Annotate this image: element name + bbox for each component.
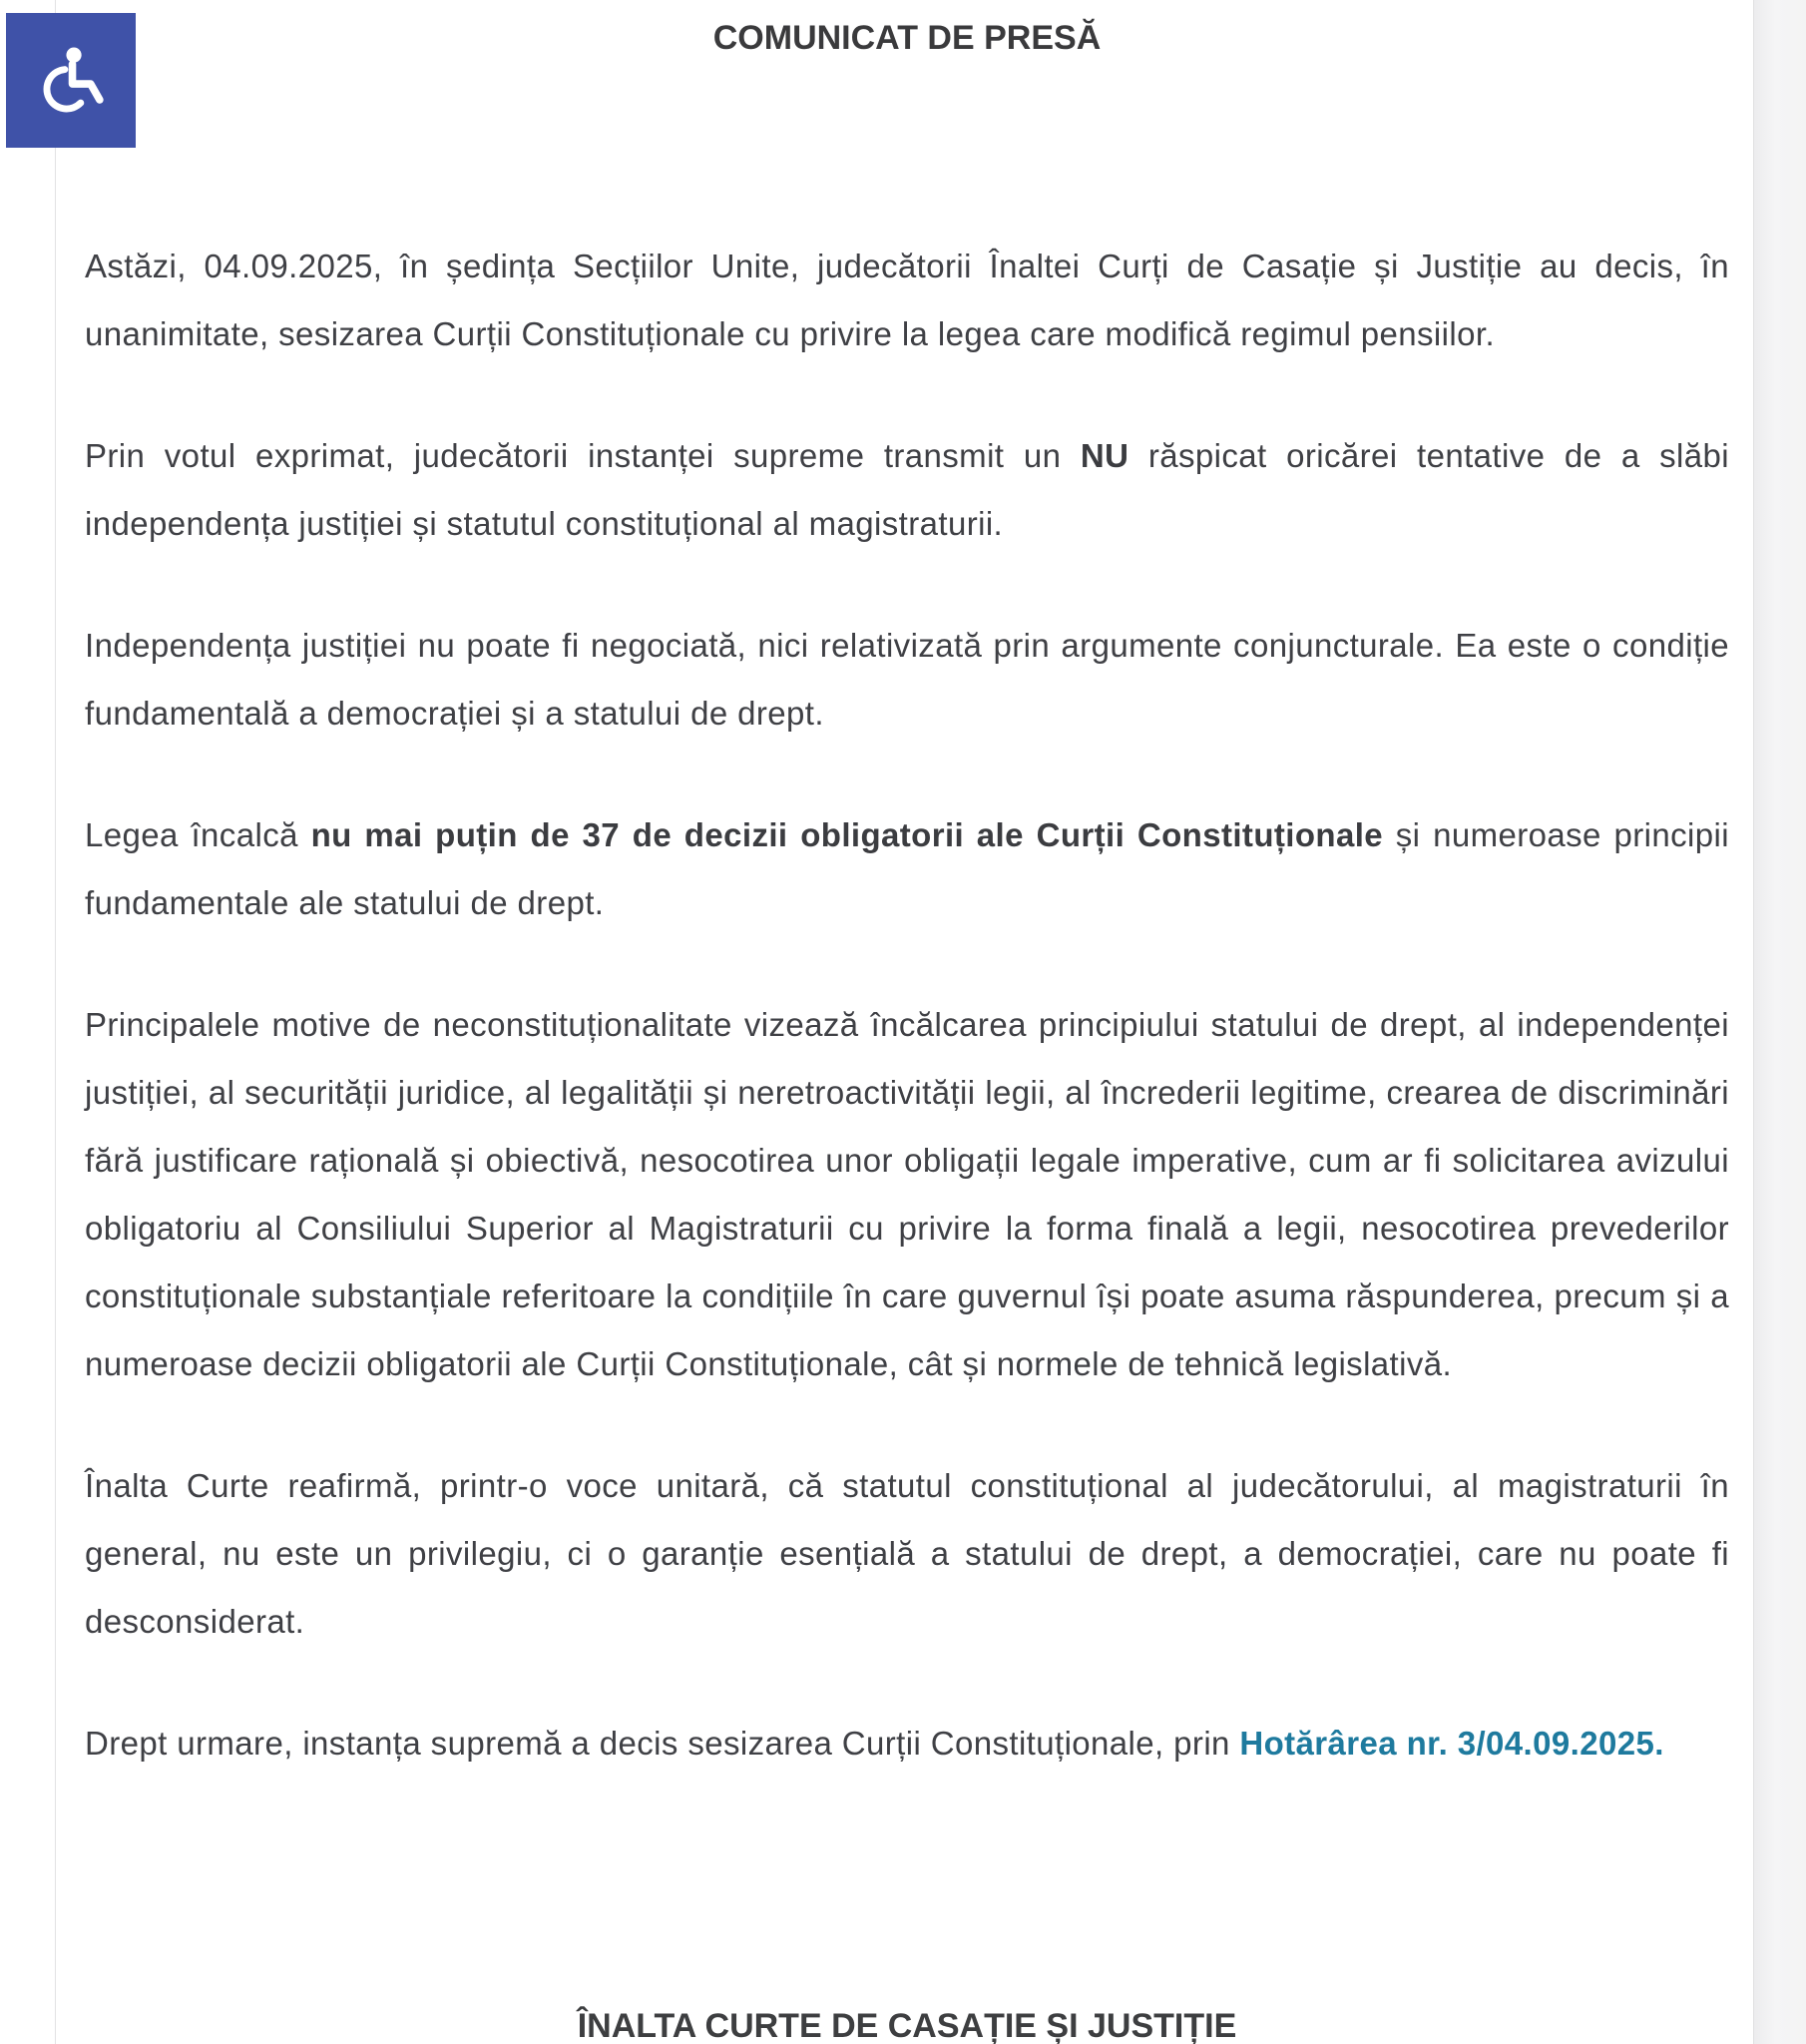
paragraph-5: [85, 991, 1729, 1398]
paragraph-1: [85, 233, 1729, 368]
page-title: COMUNICAT DE PRESĂ: [712, 19, 1102, 57]
paragraph-7: [85, 1710, 1729, 1778]
decision-number-link[interactable]: Hotărârea nr. 3/04.09.2025.: [1239, 1725, 1664, 1762]
right-edge-gutter: [1753, 0, 1806, 2044]
paragraph-2-text: Prin votul exprimat, judecătorii instanței supreme transmit un: [85, 437, 1081, 474]
press-release-body: [85, 0, 1729, 1831]
paragraph-3-text: Independența justiției nu poate fi negociată, nici relativizată prin argumente conjuncturale. Ea este o condiție fundamentală a democrației și a statului de drept.: [85, 627, 1729, 732]
paragraph-4-bold-text: nu mai puțin de 37 de decizii obligatorii ale Curții Constituționale: [310, 816, 1384, 853]
paragraph-3: [85, 612, 1729, 748]
paragraph-6-text: Înalta Curte reafirmă, printr-o voce unitară, că statutul constituțional al judecătorului, al magistraturii în general, nu este un privilegiu, ci o garanție esențială a statului de drept, a democrației, care nu poate fi desconsiderat.: [85, 1467, 1729, 1640]
paragraph-4: [85, 801, 1729, 937]
content-left-border: [55, 0, 56, 2044]
paragraph-2-text-cont: răspicat oricărei tentative de a slăbi independența justiției și statutul constituțional al magistraturii.: [85, 437, 1729, 542]
court-name-heading: ÎNALTA CURTE DE CASAȚIE ȘI JUSTIȚIE: [577, 2007, 1237, 2044]
paragraph-2: [85, 422, 1729, 558]
paragraph-1-text: Astăzi, 04.09.2025, în ședința Secțiilor Unite, judecătorii Înaltei Curți de Casație și Justiție au decis, în unanimitate, sesizarea Curții Constituționale cu privire la legea care modifică regimul pensiilor.: [85, 248, 1729, 352]
paragraph-7-text: Drept urmare, instanța supremă a decis sesizarea Curții Constituționale, prin: [85, 1725, 1240, 1762]
paragraph-4-text-cont: și numeroase principii fundamentale ale statului de drept.: [85, 816, 1729, 921]
accessibility-widget-button[interactable]: [6, 13, 136, 148]
wheelchair-accessibility-icon: [33, 43, 109, 119]
paragraph-5-text: Principalele motive de neconstituționalitate vizează încălcarea principiului statului de drept, al independenței justiției, al securității juridice, al legalității și neretroactivității legii, al încrederii legitime, crearea de discriminări fără justificare rațională și obiectivă, nesocotirea unor obligații legale imperative, cum ar fi solicitarea avizului obligatoriu al Consiliului Superior al Magistraturii cu privire la forma finală a legii, nesocotirea prevederilor constituționale substanțiale referitoare la condițiile în care guvernul își poate asuma răspunderea, precum și a numeroase decizii obligatorii ale Curții Constituționale, cât și normele de tehnică legislativă.: [85, 1006, 1729, 1382]
paragraph-4-text: Legea încalcă: [85, 816, 311, 853]
paragraph-2-bold-text: NU: [1080, 437, 1129, 474]
paragraph-6: [85, 1452, 1729, 1656]
